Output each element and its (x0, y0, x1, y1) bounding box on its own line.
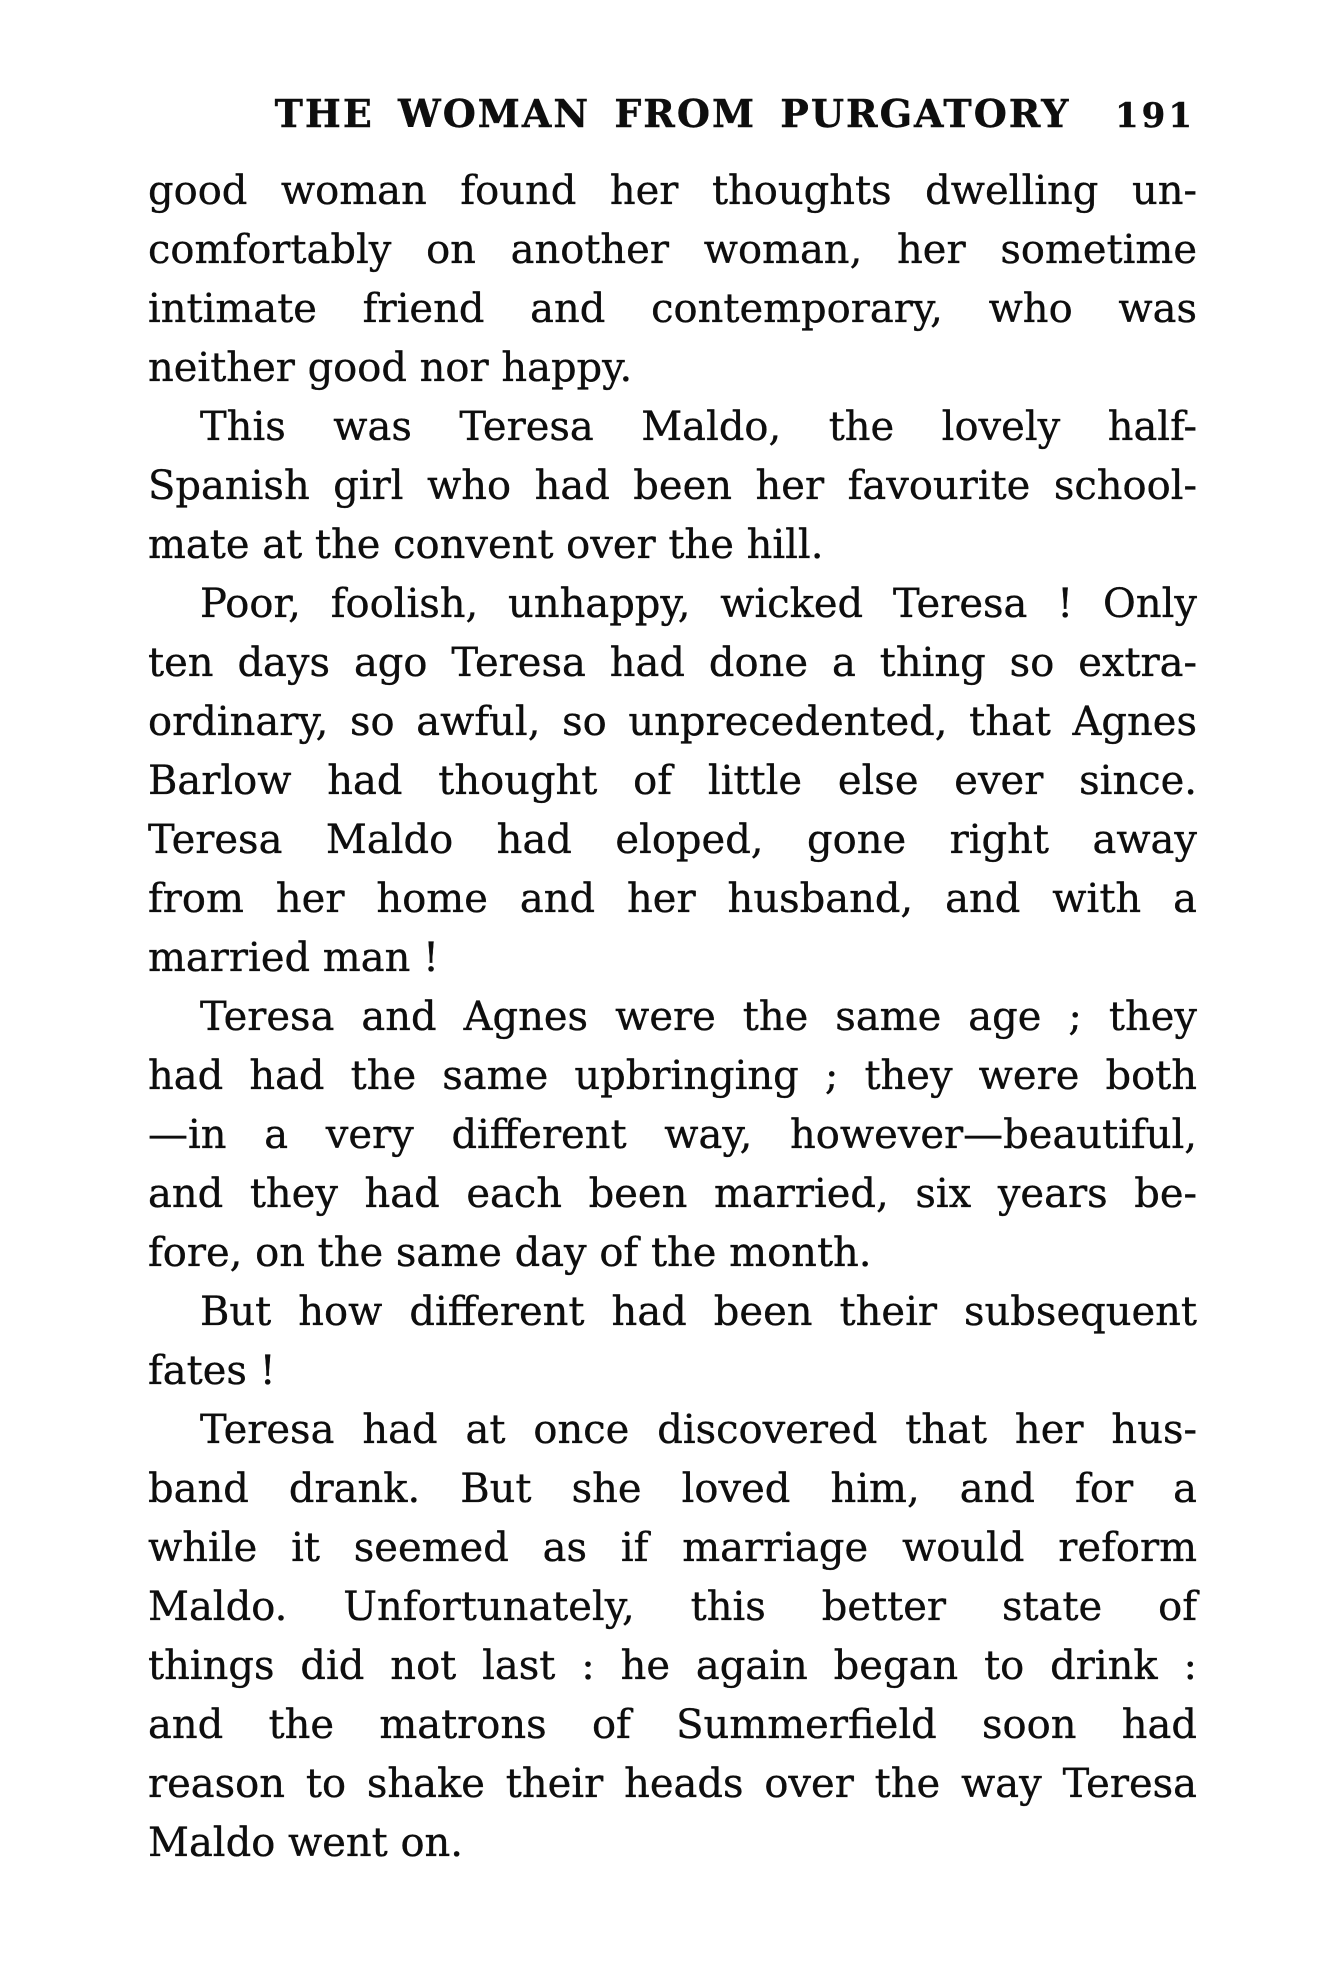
text-line: from her home and her husband, and with a (148, 876, 1197, 922)
text-line: reason to shake their heads over the way Teresa (148, 1761, 1197, 1807)
page-number: 191 (1115, 96, 1195, 136)
text-line: But how different had been their subsequent (200, 1289, 1197, 1335)
text-line: ten days ago Teresa had done a thing so extra- (148, 640, 1197, 686)
text-line: fore, on the same day of the month. (148, 1230, 872, 1276)
text-line: Teresa and Agnes were the same age ; they (200, 994, 1197, 1040)
text-line: Maldo went on. (148, 1820, 464, 1866)
text-line: Spanish girl who had been her favourite school- (148, 463, 1197, 509)
text-line: intimate friend and contemporary, who was (148, 286, 1197, 332)
text-line: married man ! (148, 935, 440, 981)
text-line: good woman found her thoughts dwelling un- (148, 168, 1197, 214)
text-line: mate at the convent over the hill. (148, 522, 824, 568)
text-line: had had the same upbringing ; they were both (148, 1053, 1197, 1099)
text-line: —in a very different way, however—beautiful, (148, 1112, 1197, 1158)
text-line: neither good nor happy. (148, 345, 633, 391)
text-line: Poor, foolish, unhappy, wicked Teresa ! Only (200, 581, 1197, 627)
text-line: fates ! (148, 1348, 276, 1394)
page-title: THE WOMAN FROM PURGATORY (274, 91, 1071, 136)
text-line: while it seemed as if marriage would reform (148, 1525, 1197, 1571)
text-line: This was Teresa Maldo, the lovely half- (200, 404, 1197, 450)
running-header (148, 90, 1197, 140)
text-line: comfortably on another woman, her sometime (148, 227, 1197, 273)
text-line: Teresa Maldo had eloped, gone right away (148, 817, 1197, 863)
text-line: Maldo. Unfortunately, this better state of (148, 1584, 1197, 1630)
text-line: things did not last : he again began to drink : (148, 1643, 1197, 1689)
text-line: ordinary, so awful, so unprecedented, that Agnes (148, 699, 1197, 745)
body-text (148, 162, 1197, 1873)
text-line: Teresa had at once discovered that her hus- (200, 1407, 1197, 1453)
text-line: and the matrons of Summerfield soon had (148, 1702, 1197, 1748)
text-line: and they had each been married, six years be- (148, 1171, 1197, 1217)
text-line: band drank. But she loved him, and for a (148, 1466, 1197, 1512)
text-line: Barlow had thought of little else ever since. (148, 758, 1197, 804)
